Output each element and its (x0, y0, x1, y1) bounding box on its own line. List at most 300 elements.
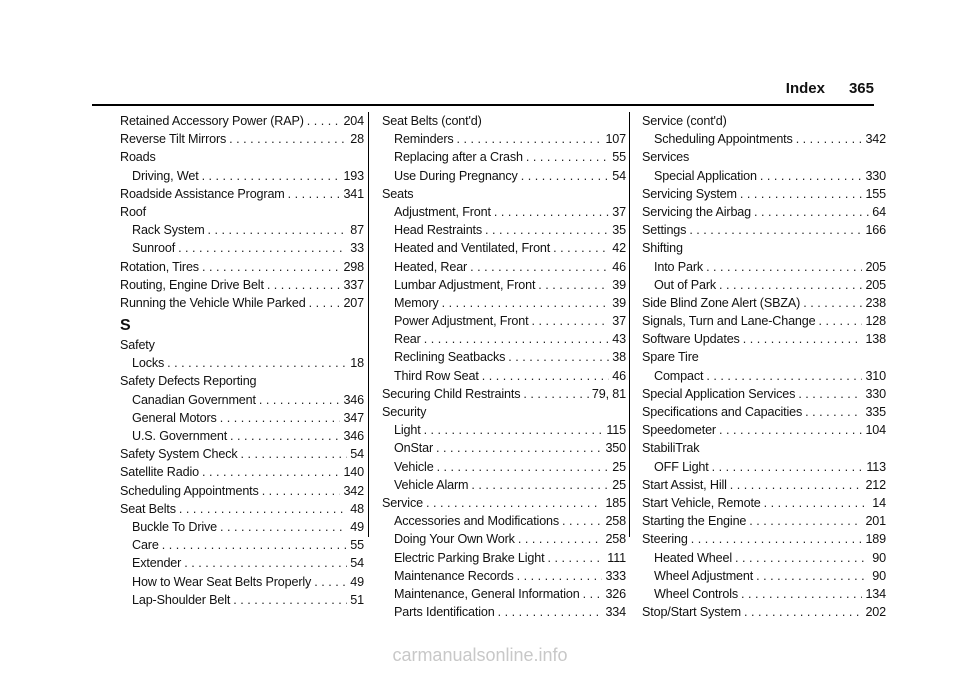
page-reference[interactable]: 166 (865, 223, 886, 238)
leader-dots (229, 130, 347, 148)
index-subentry (382, 276, 626, 294)
leader-dots (553, 239, 609, 257)
index-term: Wheel Controls (654, 586, 738, 601)
index-term: Security (382, 405, 427, 419)
index-term: Reminders (394, 132, 454, 147)
index-term: Adjustment, Front (394, 204, 491, 219)
page-reference[interactable]: 138 (865, 332, 886, 347)
index-subentry (642, 258, 886, 276)
index-term: Heated, Rear (394, 259, 468, 274)
index-subentry (120, 554, 364, 572)
index-column-1 (120, 112, 364, 609)
index-entry (642, 221, 886, 239)
leader-dots (426, 494, 602, 512)
index-entry (642, 312, 886, 330)
leader-dots (262, 482, 341, 500)
page-reference[interactable]: 37 (612, 204, 626, 219)
leader-dots (220, 409, 341, 427)
page-reference[interactable]: 42 (612, 241, 626, 256)
index-entry (120, 294, 364, 312)
leader-dots (167, 354, 347, 372)
index-subentry (382, 294, 626, 312)
index-term: Settings (642, 223, 687, 238)
index-subentry (120, 239, 364, 257)
index-term: Routing, Engine Drive Belt (120, 277, 264, 292)
page-reference[interactable]: 51 (350, 592, 364, 607)
index-subentry (382, 348, 626, 366)
leader-dots (706, 367, 862, 385)
leader-dots (744, 603, 862, 621)
page-reference[interactable]: 35 (612, 223, 626, 238)
index-entry (642, 530, 886, 548)
index-heading (120, 203, 364, 221)
page-reference[interactable]: 49 (350, 519, 364, 534)
page-reference[interactable]: 342 (343, 483, 364, 498)
index-term: Steering (642, 532, 688, 547)
page-reference[interactable]: 90 (872, 550, 886, 565)
leader-dots (749, 512, 862, 530)
index-term: Reverse Tilt Mirrors (120, 132, 227, 147)
index-subentry (382, 148, 626, 166)
index-entry (120, 463, 364, 481)
leader-dots (233, 591, 347, 609)
index-term: Lumbar Adjustment, Front (394, 277, 536, 292)
index-entry (120, 112, 364, 130)
leader-dots (230, 427, 340, 445)
page-reference[interactable]: 115 (606, 423, 626, 438)
column-divider (629, 112, 630, 537)
index-subentry (120, 354, 364, 372)
page-reference[interactable]: 48 (350, 501, 364, 516)
index-subentry (382, 367, 626, 385)
page-reference[interactable]: 25 (612, 459, 626, 474)
index-entry (382, 385, 626, 403)
leader-dots (457, 130, 603, 148)
index-term: Stop/Start System (642, 605, 741, 620)
page-reference[interactable]: 337 (343, 277, 364, 292)
index-term: Maintenance Records (394, 568, 514, 583)
page-reference[interactable]: 46 (612, 368, 626, 383)
index-term: Compact (654, 368, 704, 383)
index-term: Doing Your Own Work (394, 532, 515, 547)
index-term: OnStar (394, 441, 433, 456)
page-reference[interactable]: 330 (865, 386, 886, 401)
leader-dots (538, 276, 609, 294)
leader-dots (202, 167, 341, 185)
page-reference[interactable]: 346 (343, 429, 364, 443)
index-heading (382, 112, 626, 130)
index-term: Driving, Wet (132, 168, 199, 183)
index-term: Vehicle (394, 459, 434, 474)
page-reference[interactable]: 46 (612, 259, 626, 274)
index-term: Scheduling Appointments (120, 483, 259, 498)
leader-dots (730, 476, 863, 494)
index-term: Securing Child Restraints (382, 386, 521, 401)
leader-dots (760, 167, 863, 185)
index-subentry (382, 312, 626, 330)
index-entry (642, 294, 886, 312)
page-reference[interactable]: 54 (350, 447, 364, 462)
page-reference[interactable]: 55 (612, 150, 626, 165)
leader-dots (756, 567, 869, 585)
leader-dots (740, 185, 863, 203)
page-reference[interactable]: 335 (865, 405, 886, 419)
index-term: Service (382, 495, 423, 510)
page-reference[interactable]: 205 (865, 259, 886, 274)
page-reference[interactable]: 28 (350, 132, 364, 147)
index-term: Locks (132, 356, 165, 371)
index-term: Special Application (654, 168, 757, 183)
leader-dots (202, 463, 340, 481)
index-term: Sunroof (132, 241, 176, 256)
leader-dots (508, 348, 609, 366)
index-entry (642, 603, 886, 621)
leader-dots (470, 258, 609, 276)
index-term: Starting the Engine (642, 514, 747, 529)
page-reference[interactable]: 189 (865, 532, 886, 547)
index-subentry (120, 573, 364, 591)
index-term: Side Blind Zone Alert (SBZA) (642, 295, 801, 310)
index-heading (642, 239, 886, 257)
index-heading (382, 185, 626, 203)
index-subentry (120, 518, 364, 536)
page-reference[interactable]: 90 (872, 568, 886, 583)
index-subentry (382, 512, 626, 530)
page-reference[interactable]: 310 (865, 368, 886, 383)
leader-dots (754, 203, 869, 221)
page-reference[interactable]: 134 (865, 586, 886, 601)
page-number: 365 (848, 80, 874, 97)
index-term: Satellite Radio (120, 465, 199, 480)
leader-dots (517, 567, 603, 585)
page-reference[interactable]: 326 (605, 586, 626, 601)
leader-dots (184, 554, 347, 572)
index-subentry (120, 591, 364, 609)
index-term: Reclining Seatbacks (394, 350, 506, 365)
index-subentry (642, 130, 886, 148)
index-entry (642, 494, 886, 512)
index-term: U.S. Government (132, 429, 228, 443)
index-term: Third Row Seat (394, 368, 479, 383)
index-heading (642, 439, 886, 457)
leader-dots (259, 391, 341, 409)
index-entry (120, 445, 364, 463)
index-subentry (120, 409, 364, 427)
index-term: Vehicle Alarm (394, 477, 469, 492)
index-term: Extender (132, 556, 182, 571)
page-reference[interactable]: 43 (612, 332, 626, 347)
leader-dots (424, 330, 610, 348)
index-entry (120, 258, 364, 276)
leader-dots (288, 185, 341, 203)
page-reference[interactable]: 185 (605, 495, 626, 510)
page-reference[interactable]: 333 (605, 568, 626, 583)
index-subentry (382, 203, 626, 221)
page-reference[interactable]: 128 (865, 314, 886, 329)
leader-dots (719, 276, 862, 294)
index-term: Rear (394, 332, 421, 347)
leader-dots (562, 512, 602, 530)
index-term: Parts Identification (394, 605, 495, 620)
index-term: Replacing after a Crash (394, 150, 523, 165)
index-subentry (120, 536, 364, 554)
leader-dots (548, 549, 605, 567)
page-reference[interactable]: 54 (350, 556, 364, 571)
page-reference[interactable]: 55 (350, 538, 364, 553)
index-term: Canadian Government (132, 392, 256, 407)
index-entry (642, 203, 886, 221)
index-entry (642, 185, 886, 203)
index-subentry (382, 221, 626, 239)
page-reference[interactable]: 140 (343, 465, 364, 480)
page-reference[interactable]: 54 (612, 168, 626, 183)
page-reference[interactable]: 347 (343, 410, 364, 425)
index-entry (120, 276, 364, 294)
index-term: Rack System (132, 223, 205, 238)
index-subentry (382, 603, 626, 621)
leader-dots (482, 367, 610, 385)
page-reference[interactable]: 346 (343, 392, 364, 407)
leader-dots (521, 167, 610, 185)
index-term: Roads (120, 150, 156, 165)
index-term: Start Assist, Hill (642, 477, 727, 492)
index-subentry (382, 239, 626, 257)
index-term: Seats (382, 186, 414, 201)
leader-dots (735, 549, 869, 567)
page-reference[interactable]: 330 (865, 168, 886, 183)
leader-dots (471, 476, 609, 494)
index-subentry (382, 567, 626, 585)
index-subentry (120, 427, 364, 445)
leader-dots (743, 330, 863, 348)
leader-dots (523, 385, 589, 403)
index-entry (120, 130, 364, 148)
index-entry (382, 494, 626, 512)
index-term: Scheduling Appointments (654, 132, 793, 147)
page-reference[interactable]: 238 (865, 295, 886, 310)
index-term: Specifications and Capacities (642, 405, 803, 419)
leader-dots (307, 112, 341, 130)
leader-dots (437, 458, 610, 476)
page-reference[interactable]: 298 (343, 259, 364, 274)
leader-dots (712, 458, 864, 476)
index-heading (642, 112, 886, 130)
page-reference[interactable]: 38 (612, 350, 626, 365)
leader-dots (764, 494, 870, 512)
page-reference[interactable]: 202 (865, 605, 886, 620)
page-reference[interactable]: 79, 81 (591, 386, 626, 401)
index-entry (642, 512, 886, 530)
index-term: Safety Defects Reporting (120, 374, 257, 389)
index-term: Signals, Turn and Lane-Change (642, 314, 816, 329)
index-term: Running the Vehicle While Parked (120, 295, 306, 310)
page-reference[interactable]: 201 (865, 514, 886, 529)
index-entry (642, 476, 886, 494)
leader-dots (531, 312, 609, 330)
leader-dots (220, 518, 347, 536)
index-term: Start Vehicle, Remote (642, 495, 761, 510)
index-term: Buckle To Drive (132, 519, 218, 534)
index-heading (382, 403, 626, 421)
index-entry (642, 385, 886, 403)
index-term: Head Restraints (394, 223, 483, 238)
index-subentry (120, 391, 364, 409)
index-heading (120, 372, 364, 390)
page-reference[interactable]: 64 (872, 204, 886, 219)
leader-dots (424, 421, 604, 439)
leader-dots (805, 403, 862, 421)
leader-dots (706, 258, 862, 276)
page-reference[interactable]: 33 (350, 241, 364, 256)
leader-dots (518, 530, 603, 548)
index-term: Power Adjustment, Front (394, 314, 529, 329)
page-reference[interactable]: 204 (343, 114, 364, 128)
index-subentry (642, 276, 886, 294)
index-subentry (642, 585, 886, 603)
index-term: Electric Parking Brake Light (394, 550, 545, 565)
page-reference[interactable]: 25 (612, 477, 626, 492)
leader-dots (583, 585, 603, 603)
watermark: carmanualsonline.info (392, 645, 568, 665)
index-term: Shifting (642, 241, 683, 256)
index-term: Accessories and Modifications (394, 514, 560, 529)
leader-dots (796, 130, 863, 148)
index-subentry (382, 458, 626, 476)
leader-dots (485, 221, 609, 239)
page-reference[interactable]: 207 (343, 295, 364, 310)
page-reference[interactable]: 342 (865, 132, 886, 147)
index-entry (642, 403, 886, 421)
leader-dots (179, 500, 347, 518)
leader-dots (162, 536, 348, 554)
index-subentry (382, 167, 626, 185)
index-term: Wheel Adjustment (654, 568, 754, 583)
index-subentry (382, 258, 626, 276)
page-reference[interactable]: 258 (605, 532, 626, 547)
index-term: Retained Accessory Power (RAP) (120, 114, 304, 128)
index-term: Seat Belts (120, 501, 176, 516)
index-subentry (382, 439, 626, 457)
index-letter-heading: S (120, 317, 131, 335)
index-term: Servicing System (642, 186, 737, 201)
index-subentry (382, 421, 626, 439)
index-entry (120, 482, 364, 500)
index-subentry (642, 567, 886, 585)
index-subentry (382, 330, 626, 348)
page-reference[interactable]: 193 (343, 168, 364, 183)
page-reference[interactable]: 111 (607, 550, 626, 565)
index-entry (642, 421, 886, 439)
page-reference[interactable]: 334 (605, 605, 626, 620)
index-term: Memory (394, 295, 439, 310)
index-subentry (120, 167, 364, 185)
page-reference[interactable]: 155 (865, 186, 886, 201)
index-term: Light (394, 423, 421, 438)
index-column-3 (642, 112, 886, 621)
index-term: Rotation, Tires (120, 259, 199, 274)
page-reference[interactable]: 39 (612, 277, 626, 292)
index-term: Maintenance, General Information (394, 586, 580, 601)
index-term: Safety (120, 338, 155, 353)
index-subentry (642, 458, 886, 476)
section-title: Index (785, 80, 825, 97)
leader-dots (309, 294, 341, 312)
page-reference[interactable]: 113 (866, 459, 886, 474)
index-term: Safety System Check (120, 447, 238, 462)
page-reference[interactable]: 49 (350, 574, 364, 589)
leader-dots (178, 239, 347, 257)
index-subentry (642, 367, 886, 385)
page-reference[interactable]: 39 (612, 295, 626, 310)
leader-dots (819, 312, 863, 330)
leader-dots (526, 148, 609, 166)
index-subentry (120, 221, 364, 239)
index-term: Roof (120, 204, 147, 219)
index-term: Into Park (654, 259, 704, 274)
leader-dots (494, 203, 609, 221)
page-reference[interactable]: 18 (350, 356, 364, 371)
page-header (660, 80, 874, 97)
index-subentry (382, 530, 626, 548)
leader-dots (803, 294, 862, 312)
page-reference[interactable]: 37 (612, 314, 626, 329)
index-term: General Motors (132, 410, 217, 425)
index-subentry (642, 167, 886, 185)
index-term: Heated Wheel (654, 550, 733, 565)
page-reference[interactable]: 205 (865, 277, 886, 292)
index-column-2 (382, 112, 626, 621)
leader-dots (436, 439, 602, 457)
page-reference[interactable]: 212 (865, 477, 886, 492)
index-subentry (382, 130, 626, 148)
page-reference[interactable]: 258 (605, 514, 626, 529)
index-subentry (382, 549, 626, 567)
index-entry (120, 185, 364, 203)
leader-dots (241, 445, 348, 463)
index-term: Lap-Shoulder Belt (132, 592, 231, 607)
index-term: Special Application Services (642, 386, 796, 401)
index-term: Roadside Assistance Program (120, 186, 285, 201)
page-reference[interactable]: 350 (605, 441, 626, 456)
index-term: Spare Tire (642, 350, 699, 365)
index-subentry (642, 549, 886, 567)
leader-dots (719, 421, 862, 439)
index-term: Heated and Ventilated, Front (394, 241, 551, 256)
page-reference[interactable]: 14 (872, 495, 886, 510)
index-term: Software Updates (642, 332, 740, 347)
index-term: Use During Pregnancy (394, 168, 518, 183)
index-term: OFF Light (654, 459, 709, 474)
page-reference[interactable]: 107 (605, 132, 626, 147)
leader-dots (798, 385, 862, 403)
leader-dots (741, 585, 862, 603)
index-term: Servicing the Airbag (642, 204, 752, 219)
index-heading (642, 148, 886, 166)
leader-dots (691, 530, 863, 548)
leader-dots (314, 573, 347, 591)
index-term: Services (642, 150, 690, 165)
page-reference[interactable]: 87 (350, 223, 364, 238)
index-term: Out of Park (654, 277, 717, 292)
leader-dots (202, 258, 340, 276)
page-reference[interactable]: 341 (343, 186, 364, 201)
leader-dots (498, 603, 603, 621)
header-rule (92, 104, 874, 106)
page-reference[interactable]: 104 (865, 423, 886, 438)
index-heading (642, 348, 886, 366)
index-term: How to Wear Seat Belts Properly (132, 574, 312, 589)
index-subentry (382, 585, 626, 603)
